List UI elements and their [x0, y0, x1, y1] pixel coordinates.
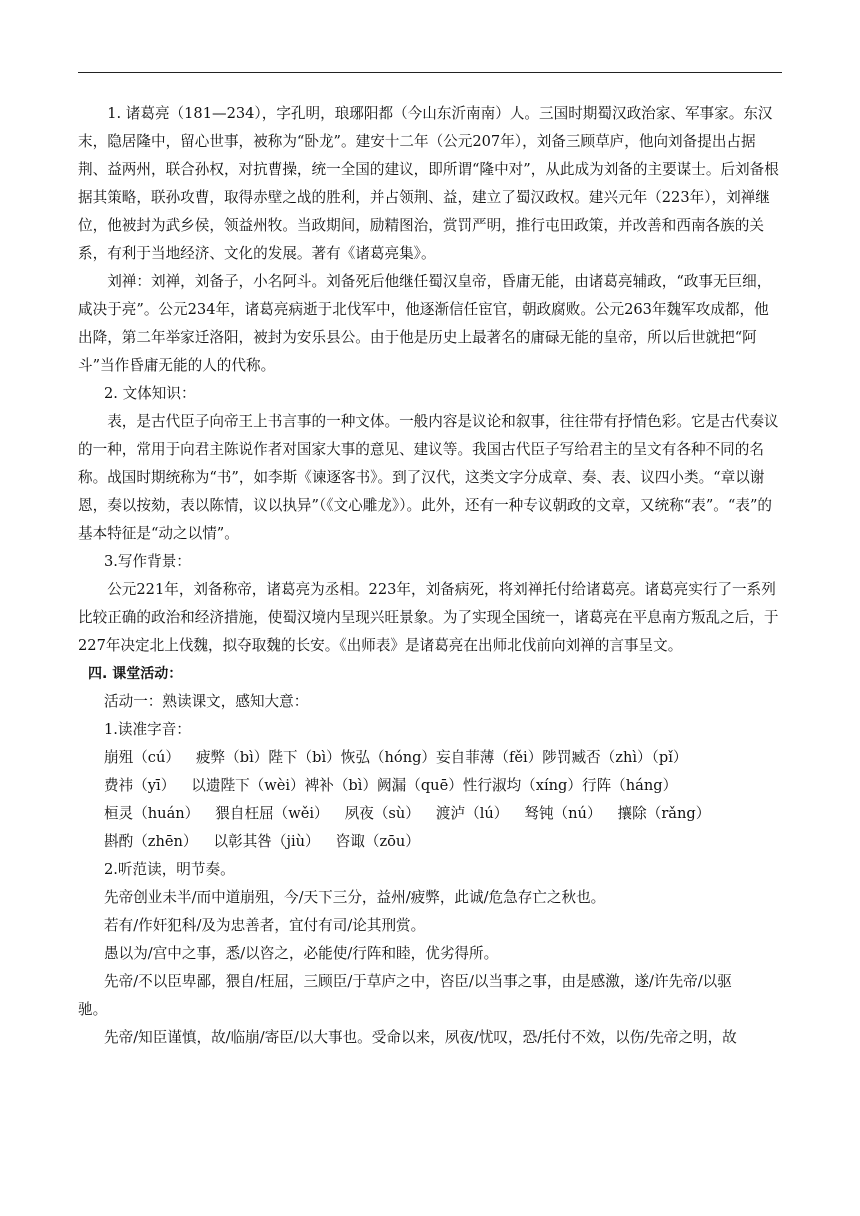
bio-zhuge-paragraph: 1. 诸葛亮（181—234），字孔明，琅琊阳都（今山东沂南南）人。三国时期蜀汉政治家、军事家。东汉末，隐居隆中，留心世事，被称为“卧龙”。建安十二年（公元207年），刘备三顾草庐，他向刘备提出占据荆、益两州，联合孙权，对抗曹操，统一全国的建议，即所谓“隆中对”，从此成为刘备的主要谋士。后刘备根据其策略，联孙攻曹，取得赤壁之战的胜利，并占领荆、益，建立了蜀汉政权。建兴元年（223年），刘禅继位，他被封为武乡侯，领益州牧。当政期间，励精图治，赏罚严明，推行屯田政策，并改善和西南各族的关系，有利于当地经济、文化的发展。著有《诸葛亮集》。: [78, 105, 779, 262]
rhythm-line: 先帝创业未半/而中道崩殂，今/天下三分，益州/疲弊，此诚/危急存亡之秋也。: [104, 889, 606, 906]
pronunciation-row: [78, 772, 782, 800]
header-rule: [78, 72, 782, 73]
document-body: [78, 100, 782, 1052]
activity-heading: 活动一：熟读课文，感知大意：: [104, 693, 309, 710]
genre-heading: 2. 文体知识：: [104, 385, 196, 402]
rhythm-line-continuation: 驰。: [78, 1001, 108, 1018]
pronunciation-item: 桓灵（huán）: [104, 805, 200, 822]
pronunciation-item: 崩殂（cú）: [104, 749, 180, 766]
bio-liushan-paragraph: 刘禅：刘禅，刘备子，小名阿斗。刘备死后他继任蜀汉皇帝，昏庸无能，由诸葛亮辅政，“政事无巨细，咸决于亮”。公元234年，诸葛亮病逝于北伐军中，他逐渐信任宦官，朝政腐败。公元263年魏军攻成都，他出降，第二年举家迁洛阳，被封为安乐县公。由于他是历史上最著名的庸碌无能的皇帝，所以后世就把“阿斗”当作昏庸无能的人的代称。: [78, 273, 772, 374]
pronunciation-row: [78, 744, 782, 772]
pronunciation-item: 以彰其咎（jiù）: [213, 833, 320, 850]
rhythm-heading: 2.听范读，明节奏。: [104, 861, 235, 878]
background-paragraph: 公元221年，刘备称帝，诸葛亮为丞相。223年，刘备病死，将刘禅托付给诸葛亮。诸葛亮实行了一系列比较正确的政治和经济措施，使蜀汉境内呈现兴旺景象。为了实现全国统一，诸葛亮在平息南方叛乱之后，于227年决定北上伐魏，拟夺取魏的长安。《出师表》是诸葛亮在出师北伐前向刘禅的言事呈文。: [78, 581, 779, 654]
pronunciation-item: 疲弊（bì）陛下（bì）恢弘（hóng）妄自菲薄（fěi）陟罚臧否（zhì）（pǐ）: [195, 749, 688, 766]
rhythm-line: 愚以为/宫中之事，悉/以咨之，必能使/行阵和睦，优劣得所。: [104, 945, 499, 962]
rhythm-line: 若有/作奸犯科/及为忠善者，宜付有司/论其刑赏。: [104, 917, 426, 934]
pronunciation-item: 驽钝（nú）: [524, 805, 602, 822]
background-heading: 3.写作背景：: [104, 553, 191, 570]
pronunciation-item: 斟酌（zhēn）: [104, 833, 198, 850]
pronunciation-heading: 1.读准字音：: [104, 721, 191, 738]
pronunciation-item: 猥自枉屈（wěi）: [215, 805, 329, 822]
rhythm-line: 先帝/知臣谨慎，故/临崩/寄臣/以大事也。受命以来，夙夜/忧叹，恐/托付不效，以伤/先帝之明，故: [104, 1029, 737, 1046]
pronunciation-item: 咨诹（zōu）: [335, 833, 420, 850]
pronunciation-item: 渡泸（lú）: [435, 805, 509, 822]
pronunciation-item: 攘除（rǎng）: [617, 805, 711, 822]
section-heading: 四. 课堂活动：: [88, 666, 183, 682]
pronunciation-item: 费祎（yī）: [104, 777, 176, 794]
pronunciation-item: 夙夜（sù）: [344, 805, 420, 822]
pronunciation-row: [78, 828, 782, 856]
pronunciation-item: 以遗陛下（wèi）裨补（bì）阙漏（quē）性行淑均（xíng）行阵（háng）: [191, 777, 678, 794]
genre-paragraph: 表，是古代臣子向帝王上书言事的一种文体。一般内容是议论和叙事，往往带有抒情色彩。它是古代奏议的一种，常用于向君主陈说作者对国家大事的意见、建议等。我国古代臣子写给君主的呈文有各种不同的名称。战国时期统称为“书”，如李斯《谏逐客书》。到了汉代，这类文字分成章、奏、表、议四小类。“章以谢恩，奏以按劾，表以陈情，议以执异”（《文心雕龙》）。此外，还有一种专议朝政的文章，又统称“表”。“表”的基本特征是“动之以情”。: [78, 413, 779, 542]
pronunciation-row: [78, 800, 782, 828]
rhythm-line: 先帝/不以臣卑鄙，猥自/枉屈，三顾臣/于草庐之中，咨臣/以当事之事，由是感激，遂/许先帝/以驱: [104, 973, 732, 990]
